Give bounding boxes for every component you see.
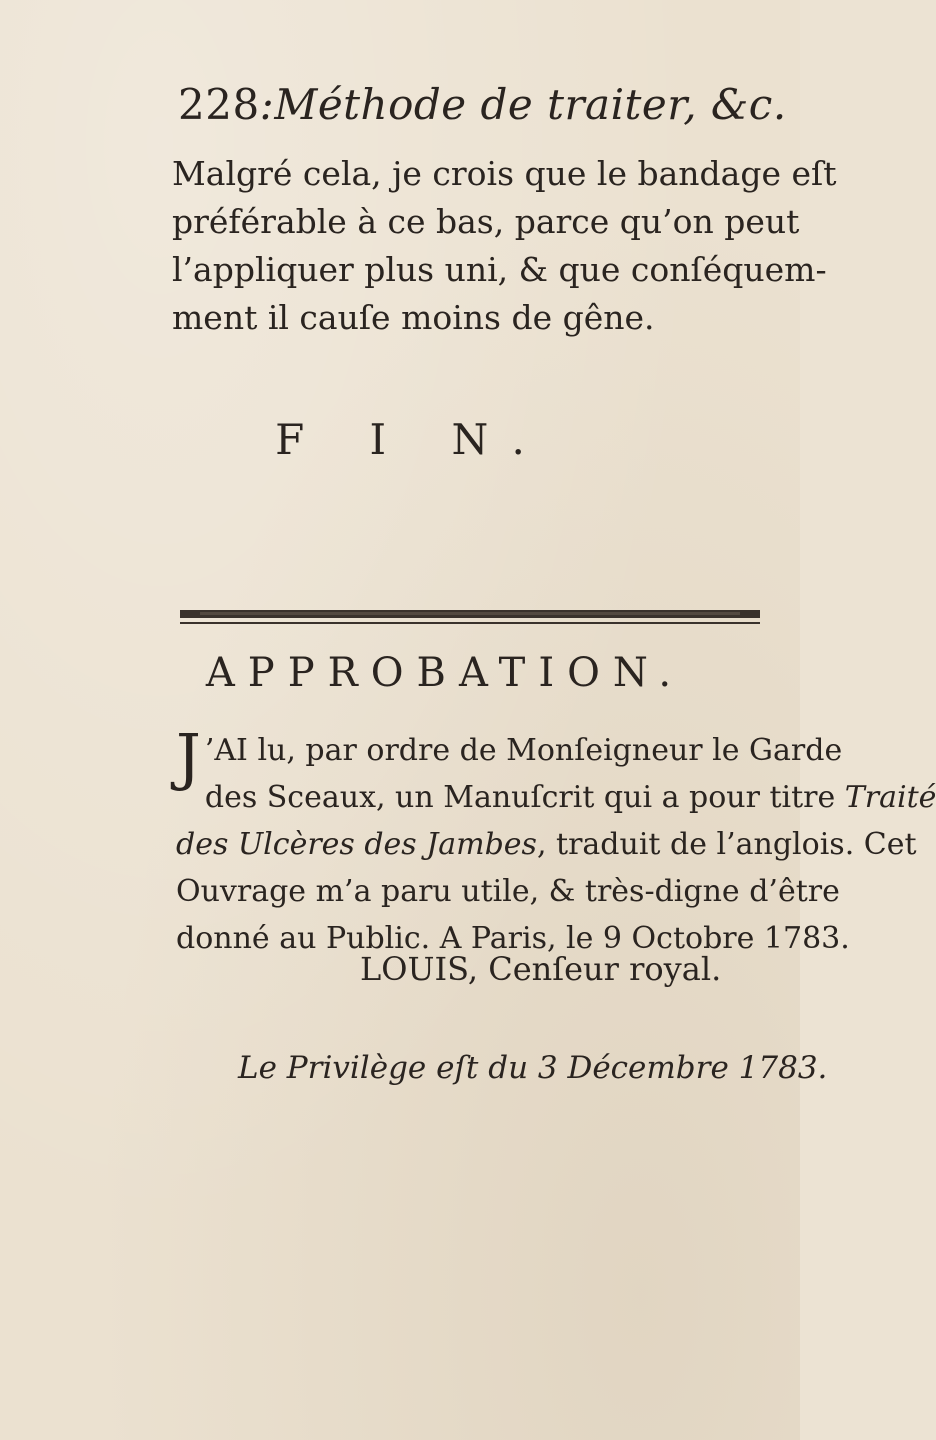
running-head-title: :Méthode de traiter, &c. <box>259 80 787 129</box>
page-number: 228 <box>178 80 260 129</box>
body-paragraph <box>172 150 837 342</box>
approbation-line-5: donné au Public. A Paris, le 9 Octobre 1783. <box>176 921 850 956</box>
book-title-part-2: des Ulcères des Jambes <box>176 827 537 862</box>
body-line: ment il cauſe moins de gêne. <box>172 298 655 337</box>
approbation-line-2 <box>176 774 936 821</box>
ornamental-rule <box>180 608 760 630</box>
book-title-part-1: Traité <box>844 780 936 815</box>
censor-signature: LOUIS, Cenſeur royal. <box>360 950 722 988</box>
approbation-line-3-text: , traduit de l’anglois. Cet <box>536 827 917 862</box>
body-line: préférable à ce bas, parce qu’on peut <box>172 202 800 241</box>
approbation-line-1-text: ’AI lu, par ordre de Monſeigneur le Garde <box>204 733 843 768</box>
approbation-line-3 <box>176 821 917 868</box>
approbation-heading: APPROBATION. <box>205 650 685 696</box>
approbation-line-4: Ouvrage m’a paru utile, & très-digne d’être <box>176 874 840 909</box>
approbation-text <box>176 720 936 962</box>
body-line: Malgré cela, je crois que le bandage eſt <box>172 154 837 193</box>
privilege-line: Le Privilège eſt du 3 Décembre 1783. <box>238 1050 828 1086</box>
approbation-line-2-text: des Sceaux, un Manuſcrit qui a pour titre <box>204 780 845 815</box>
fin-heading: F I N. <box>275 415 551 464</box>
approbation-line-1 <box>176 720 843 793</box>
drop-cap: J <box>176 720 201 793</box>
body-line: l’appliquer plus uni, & que conſéquem- <box>172 250 827 289</box>
running-head <box>178 80 787 129</box>
